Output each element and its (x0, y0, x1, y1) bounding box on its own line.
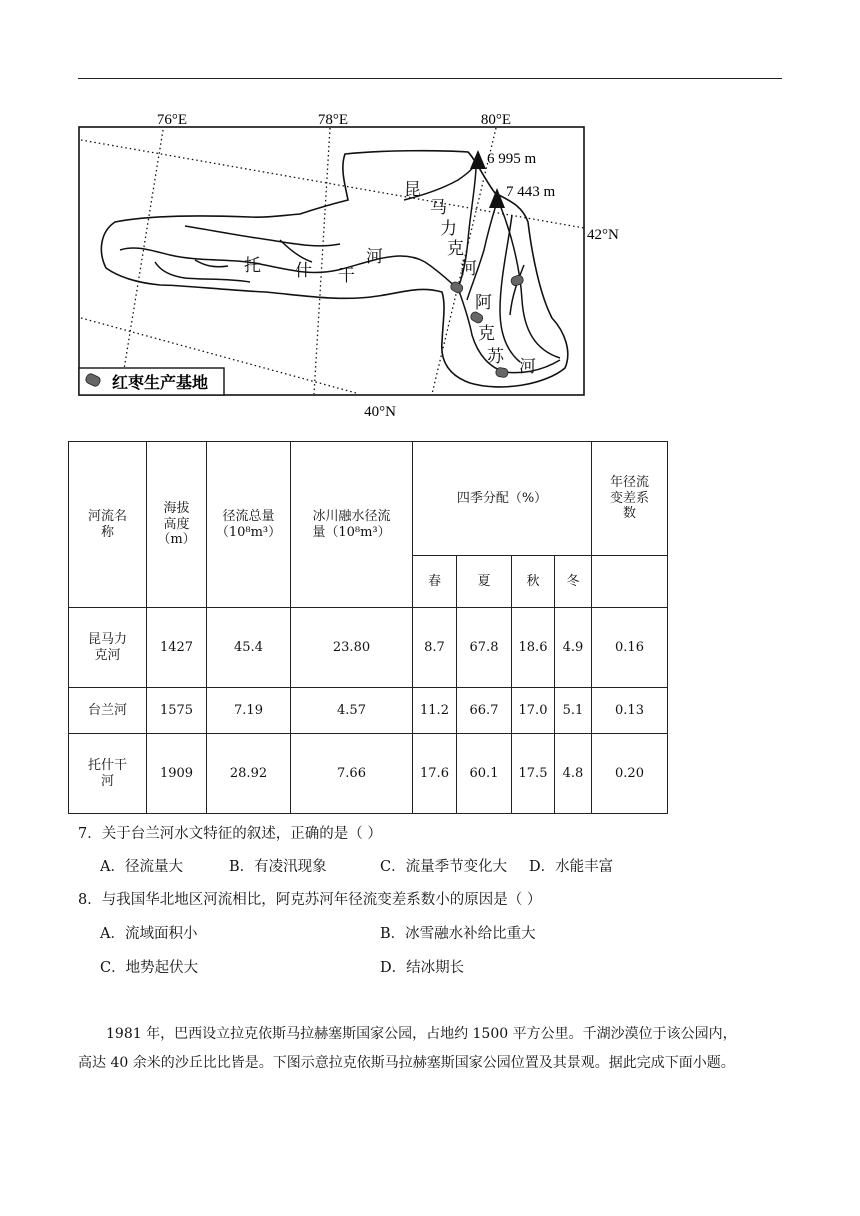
lat-label-40: 40°N (364, 404, 396, 420)
q8-option-a[interactable]: A．流域面积小 (100, 926, 198, 942)
label-kun: 昆 (404, 180, 421, 200)
cell-autumn: 18.6 (512, 608, 555, 688)
label-he3: 河 (519, 357, 536, 377)
cell-cv: 0.20 (592, 734, 668, 814)
header-river-name: 河流名 称 (69, 442, 147, 608)
question-7-stem: 7．关于台兰河水文特征的叙述，正确的是（ ） (78, 826, 382, 842)
cell-altitude: 1427 (147, 608, 207, 688)
q7-option-d[interactable]: D．水能丰富 (529, 859, 614, 875)
label-tuo: 托 (244, 256, 261, 276)
lon-label-76: 76°E (156, 112, 188, 128)
q8-option-d[interactable]: D．结冰期长 (380, 960, 465, 976)
top-rule (78, 78, 782, 79)
table-row (69, 688, 668, 734)
cell-spring: 17.6 (413, 734, 457, 814)
cell-winter: 4.9 (555, 608, 592, 688)
cell-glacier: 7.66 (291, 734, 413, 814)
label-he2: 河 (366, 247, 383, 267)
q7-option-b[interactable]: B．有凌汛现象 (229, 859, 327, 875)
label-shi: 什 (295, 261, 312, 281)
header-autumn: 秋 (512, 556, 555, 608)
cell-spring: 11.2 (413, 688, 457, 734)
q8-option-b[interactable]: B．冰雪融水补给比重大 (380, 926, 536, 942)
header-spring: 春 (413, 556, 457, 608)
label-he1: 河 (460, 259, 477, 279)
cell-summer: 67.8 (457, 608, 512, 688)
label-li: 力 (440, 219, 457, 239)
header-cv-blank (592, 556, 668, 608)
q7-option-c[interactable]: C．流量季节变化大 (380, 859, 508, 875)
header-glacier-runoff: 冰川融水径流 量（10⁸m³） (291, 442, 413, 608)
q8-option-c[interactable]: C．地势起伏大 (100, 960, 199, 976)
cell-cv: 0.16 (592, 608, 668, 688)
label-ke: 克 (447, 239, 464, 259)
cell-altitude: 1575 (147, 688, 207, 734)
table-row (69, 608, 668, 688)
lon-label-80: 80°E (480, 112, 512, 128)
header-season-distribution: 四季分配（%） (413, 442, 592, 556)
cell-winter: 5.1 (555, 688, 592, 734)
cell-river-name: 昆马力 克河 (69, 608, 147, 688)
cell-river-name: 台兰河 (69, 688, 147, 734)
map-frame (79, 127, 584, 395)
cell-spring: 8.7 (413, 608, 457, 688)
river-basin-map (0, 100, 860, 420)
q7-option-a[interactable]: A．径流量大 (100, 859, 183, 875)
cell-summer: 60.1 (457, 734, 512, 814)
river-data-table (68, 441, 668, 814)
reading-passage (78, 1020, 782, 1078)
cell-autumn: 17.0 (512, 688, 555, 734)
cell-winter: 4.8 (555, 734, 592, 814)
label-ke2: 克 (478, 324, 495, 344)
cell-cv: 0.13 (592, 688, 668, 734)
header-altitude: 海拔 高度 （m） (147, 442, 207, 608)
label-a: 阿 (475, 293, 492, 313)
cell-runoff: 45.4 (207, 608, 291, 688)
table-row (69, 734, 668, 814)
cell-altitude: 1909 (147, 734, 207, 814)
label-gan: 干 (338, 266, 355, 286)
cell-summer: 66.7 (457, 688, 512, 734)
cell-runoff: 28.92 (207, 734, 291, 814)
cell-runoff: 7.19 (207, 688, 291, 734)
passage-line-1: 1981 年，巴西设立拉克依斯马拉赫塞斯国家公园，占地约 1500 平方公里。千湖沙漠位于该公园内， (106, 1026, 737, 1042)
peak-label-6995: 6 995 m (487, 151, 537, 167)
lat-label-42: 42°N (587, 227, 619, 243)
peak-label-7443: 7 443 m (506, 184, 556, 200)
question-8-stem: 8．与我国华北地区河流相比，阿克苏河年径流变差系数小的原因是（ ） (78, 892, 542, 908)
cell-glacier: 4.57 (291, 688, 413, 734)
lon-label-78: 78°E (317, 112, 349, 128)
legend-label: 红枣生产基地 (112, 373, 209, 392)
header-winter: 冬 (555, 556, 592, 608)
header-summer: 夏 (457, 556, 512, 608)
passage-line-2: 高达 40 余米的沙丘比比皆是。下图示意拉克依斯马拉赫塞斯国家公园位置及其景观。据此完成下面小题。 (78, 1055, 735, 1071)
cell-glacier: 23.80 (291, 608, 413, 688)
cell-river-name: 托什干 河 (69, 734, 147, 814)
header-runoff-total: 径流总量 （10⁸m³） (207, 442, 291, 608)
cell-autumn: 17.5 (512, 734, 555, 814)
header-cv: 年径流 变差系 数 (592, 442, 668, 556)
label-su: 苏 (487, 347, 504, 367)
label-ma: 马 (430, 198, 447, 218)
